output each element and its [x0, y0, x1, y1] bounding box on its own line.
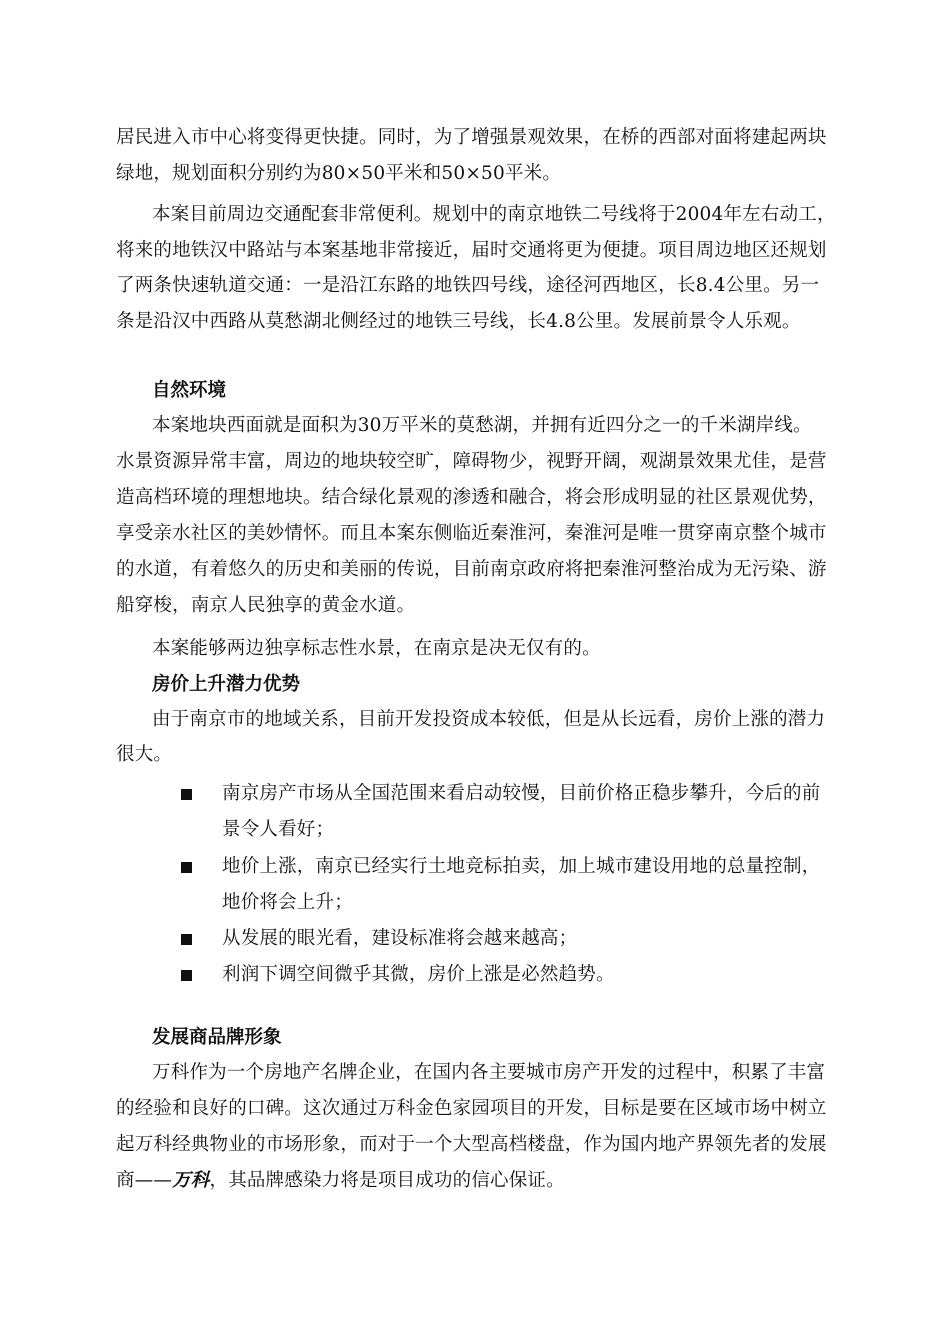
line-suffix: ，其品牌感染力将是项目成功的信心保证。	[209, 1170, 565, 1191]
paragraph-line: 造高档环境的理想地块。结合绿化景观的渗透和融合，将会形成明显的社区景观优势，	[116, 487, 827, 508]
paragraph-line: 了两条快速轨道交通：一是沿江东路的地铁四号线，途径河西地区，长8.4公里。另一	[116, 275, 820, 296]
section-heading-nature: 自然环境	[152, 380, 227, 401]
paragraph-line: 享受亲水社区的美妙情怀。而且本案东侧临近秦淮河，秦淮河是唯一贯穿南京整个城市	[116, 523, 827, 544]
paragraph-line: 万科作为一个房地产名牌企业，在国内各主要城市房产开发的过程中，积累了丰富	[152, 1062, 826, 1083]
paragraph-line-brand	[116, 1168, 565, 1194]
square-bullet-icon	[181, 789, 192, 800]
square-bullet-icon	[181, 970, 192, 981]
bullet-item-line: 地价将会上升；	[222, 892, 353, 913]
section-heading-brand: 发展商品牌形象	[152, 1027, 282, 1048]
paragraph-line: 水景资源异常丰富，周边的地块较空旷，障碍物少，视野开阔，观湖景效果尤佳，是营	[116, 451, 827, 472]
paragraph-line: 本案目前周边交通配套非常便利。规划中的南京地铁二号线将于2004年左右动工，	[152, 204, 836, 225]
paragraph-line: 本案地块西面就是面积为30万平米的莫愁湖，并拥有近四分之一的千米湖岸线。	[152, 415, 812, 436]
section-heading-price: 房价上升潜力优势	[152, 674, 301, 695]
bullet-item-line: 南京房产市场从全国范围来看启动较慢，目前价格正稳步攀升，今后的前	[222, 783, 821, 804]
brand-name: 万科	[172, 1170, 210, 1191]
paragraph-line: 很大。	[116, 744, 173, 765]
bullet-item-line: 从发展的眼光看，建设标准将会越来越高；	[222, 928, 578, 949]
bullet-item-line: 地价上涨，南京已经实行土地竞标拍卖，加上城市建设用地的总量控制，	[222, 856, 821, 877]
paragraph-line: 绿地，规划面积分别约为80×50平米和50×50平米。	[116, 163, 562, 184]
paragraph-line: 起万科经典物业的市场形象，而对于一个大型高档楼盘，作为国内地产界领先者的发展	[116, 1134, 827, 1155]
square-bullet-icon	[181, 934, 192, 945]
bullet-item-line: 利润下调空间微乎其微，房价上涨是必然趋势。	[222, 964, 615, 985]
paragraph-line: 的水道，有着悠久的历史和美丽的传说，目前南京政府将把秦淮河整治成为无污染、游	[116, 559, 827, 580]
paragraph-line: 将来的地铁汉中路站与本案基地非常接近，届时交通将更为便捷。项目周边地区还规划	[116, 240, 827, 261]
bullet-item-line: 景令人看好；	[222, 819, 335, 840]
paragraph-line: 由于南京市的地域关系，目前开发投资成本较低，但是从长远看，房价上涨的潜力	[152, 709, 826, 730]
line-prefix: 商——	[116, 1170, 173, 1191]
paragraph-line: 本案能够两边独享标志性水景，在南京是决无仅有的。	[152, 638, 601, 659]
paragraph-line: 居民进入市中心将变得更快捷。同时，为了增强景观效果，在桥的西部对面将建起两块	[116, 127, 827, 148]
paragraph-line: 船穿梭，南京人民独享的黄金水道。	[116, 595, 416, 616]
paragraph-line: 的经验和良好的口碑。这次通过万科金色家园项目的开发，目标是要在区域市场中树立	[116, 1098, 827, 1119]
square-bullet-icon	[181, 862, 192, 873]
paragraph-line: 条是沿汉中西路从莫愁湖北侧经过的地铁三号线，长4.8公里。发展前景令人乐观。	[116, 311, 801, 332]
